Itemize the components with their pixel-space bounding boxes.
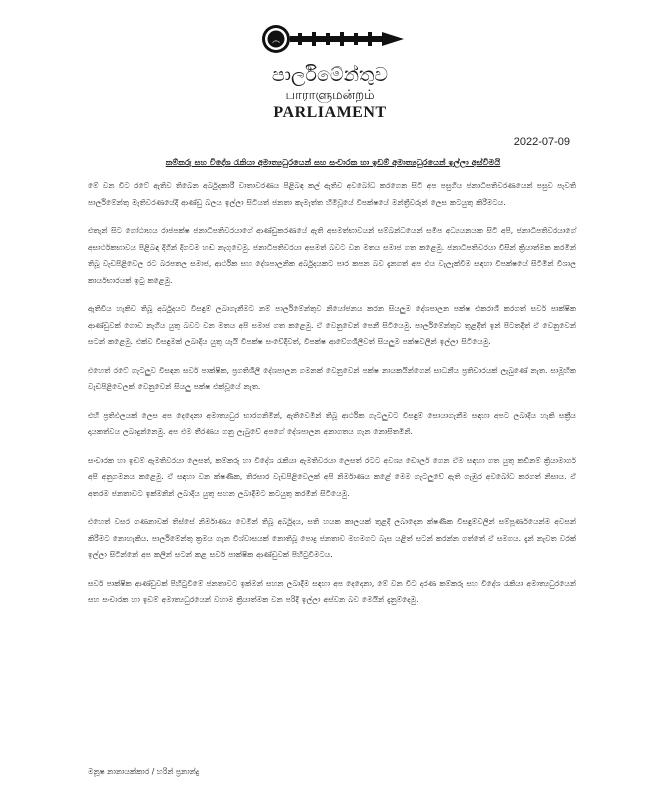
- paragraph-7: එහෙත් වසර ගණනාවක් තිස්සේ නිර්මාණය වෙමින් තිබූ අර්බුදය, සති හයක කාලයක් තුළදී ලබාදෙන ක්ෂණික විසඳුම්වලින් සම්පූර්ණයෙන්ම අවසන් කිරීමට නොහැකිය. පාර්ලිමේන්තු ක්‍රමය ගැන විශ්වාසයක් නොතිබූ පොදු ජනතාව මහමගට බැස යළිත් සටන් කරන්න ගත්තේ ඒ සමගය. දැන් නැවත වරක් ඉල්ලා සිටින්නේ අප කලින් සටන් කළ සර්ව පාක්ෂික ආණ්ඩුවක් පිහිටුවීමටය.: [88, 517, 576, 559]
- paragraph-6: සංචාරක හා ඉඩම් ඇමතිවරයා ලෙසත්, කම්කරු හා විදේශ රැකියා ඇමතිවරයා ලෙසත් රටට අවශ්‍ය ඩොලර් ගෙන ඒම සඳහා ගත යුතු කඩිනම් ක්‍රියාමාර්ග අපි අනුගමනය කළෙමු. ඒ සඳහා වන ක්ෂණික, තිරසාර වැඩපිළිවෙලක් අපි නිර්මාණය කළේ මෙම ගැටලුවේ ඇති ගැඹුර අවබෝධ කරගත් නිසාය. ඒ අතරම ජනතාවට ඉක්මනින් ලබාදිය යුතු සහන ලබාදීමට කටයුතු කරමින් සිටියෙමු.: [88, 455, 576, 498]
- paragraph-8: සර්ව පාක්ෂික ආණ්ඩුවක් පිහිටුවීමේ ජනතාවට ඉක්මන් සහන ලබාදීම සඳහා අප දෙදෙනා, මේ වන විට දරණ කම්කරු සහ විදේශ රැකියා අමාත්‍යධුරයෙන් සහ සංචාරක හා ඉඩම් අමාත්‍යධුරයෙන් වහාම ක්‍රියාත්මක වන පරිදි ඉල්ලා අස්වන බව මෙයින් දැනුම්දෙමු.: [88, 578, 576, 604]
- document-heading: කම්කරු සහ විදේශ රැකියා අමාත්‍යධුරයෙන් සහ සංචාරක හා ඉඩම් අමාත්‍යධුරයෙන් ඉල්ලා අස්වීමයි: [165, 157, 501, 167]
- parliament-mace-emblem: [258, 22, 408, 56]
- document-body: [88, 178, 576, 621]
- paragraph-2: එතැන් සිට ගෝඨාභය රාජපක්ෂ ජනාධිපතිවරයාගේ ආණ්ඩුකරණයේ ඇති අසමත්භාවයන් සම්බන්ධයෙන් සමීප අධ්‍යයනයක සිටි අපි, ජනාධිපතිවරයාගේ අසාර්ථකභාවය පිළිබඳ දිගින් දිගටම හඬ නැගුවෙමු. ජනාධිපතිවරයා අසමත් බවට වන මතය සමාජ ගත කළෙමු. ජනාධිපතිවරයා විසින් ක්‍රියාත්මක කරමින් තිබූ වැඩපිළිවෙල රට බරපතල සමාජ, ආර්ථික සහ දේශපාලනික අර්බුදයකට පාර කපන බව දැනගත් අප එය වැලැක්වීම සඳහා විපක්ෂයේ සිටිමින් විශාල කාර්යභාරයක් ඉටු කළෙමු.: [88, 226, 576, 285]
- title-tamil: பாராளுமன்றம்: [285, 88, 375, 103]
- title-english: PARLIAMENT: [273, 104, 387, 121]
- paragraph-1: මේ වන විට රටේ ඇතිව තිබෙන අර්බුදකාරී වාතාවරණය පිළිබඳ කල් ඇතිව අවබෝධ කරගෙන සිටි අප පසුගිය ජනාධිපතිවරණයෙන් පසුව පැවති පාර්ලිමේන්තු මැතිවරණයේදී ආණ්ඩු බලය ඉල්ලා සිටියත් ජනතා කැමැත්ත හිමිවූයේ විපක්ෂයේ මන්ත්‍රීවරුන් ලෙස කටයුතු කිරීමටය.: [88, 181, 576, 207]
- signature-names: මනූෂ නානායක්කාර / හරින් ප්‍රනාන්දු: [88, 767, 200, 776]
- paragraph-5: එහි ප්‍රතිඵලයක් ලෙස අප දෙදෙනා අමාත්‍යධුර භාරගනිමින්, ඇතිවෙමින් තිබූ ආර්ථික ගැටලුවට විසඳුම් සොයාගැනීම සඳහා අපට ලබාදිය හැකි සක්‍රීය දායකත්වය ලබාදුන්නෙමු. අප එම තීරණය ගනු ලැබුවේ අපගේ දේශපාලන අනාගතය ගැන නොසිතමිනි.: [88, 410, 576, 436]
- document-date: 2022-07-09: [513, 136, 570, 148]
- paragraph-4: එහෙත් රටේ ගැටලුව විසඳන සර්ව පාක්ෂික, ප්‍රගතිශීලී දේශපාලන ගමනක් වෙනුවෙන් පක්ෂ නායකයින්ගෙන් සාධනීය ප්‍රතිචාරයක් ලැබුණේ නැත. සාමූහික වැඩපිළිවෙලක් වෙනුවෙන් සියලු පක්ෂ එක්වූයේ නැත.: [88, 365, 576, 391]
- paragraph-3: ඇතිවිය හැකිව තිබූ අර්බුදයට විසඳුම් ලබාගැනීමට නම් පාර්ලිමේන්තුව නියෝජනය කරන සියලුම දේශපාලන පක්ෂ එකරාශී කරගත් සර්ව පාක්ෂික ආණ්ඩුවක් ගොඩ නැගිය යුතු බවට වන මතය අපි සමාජ ගත කළෙමු. ඒ වෙනුවෙන් පෙනී සිටියෙමු. පාර්ලිමේන්තුව තුළදීත් ඉන් පිටතදීත් ඒ වෙනුවෙන් සටන් කළෙමු. එක්ව විසඳුමක් ලබාදිය යුතු යැයි විපක්ෂ සංවේදීවත්, විපක්ෂ ආවේගශීලීවත් සියලුම පක්ෂවලින් ඉල්ලා සිටියෙමු.: [88, 304, 576, 346]
- title-sinhala: පාර්ලිමේන්තුව: [271, 64, 389, 86]
- svg-text:෴: ෴: [271, 36, 281, 46]
